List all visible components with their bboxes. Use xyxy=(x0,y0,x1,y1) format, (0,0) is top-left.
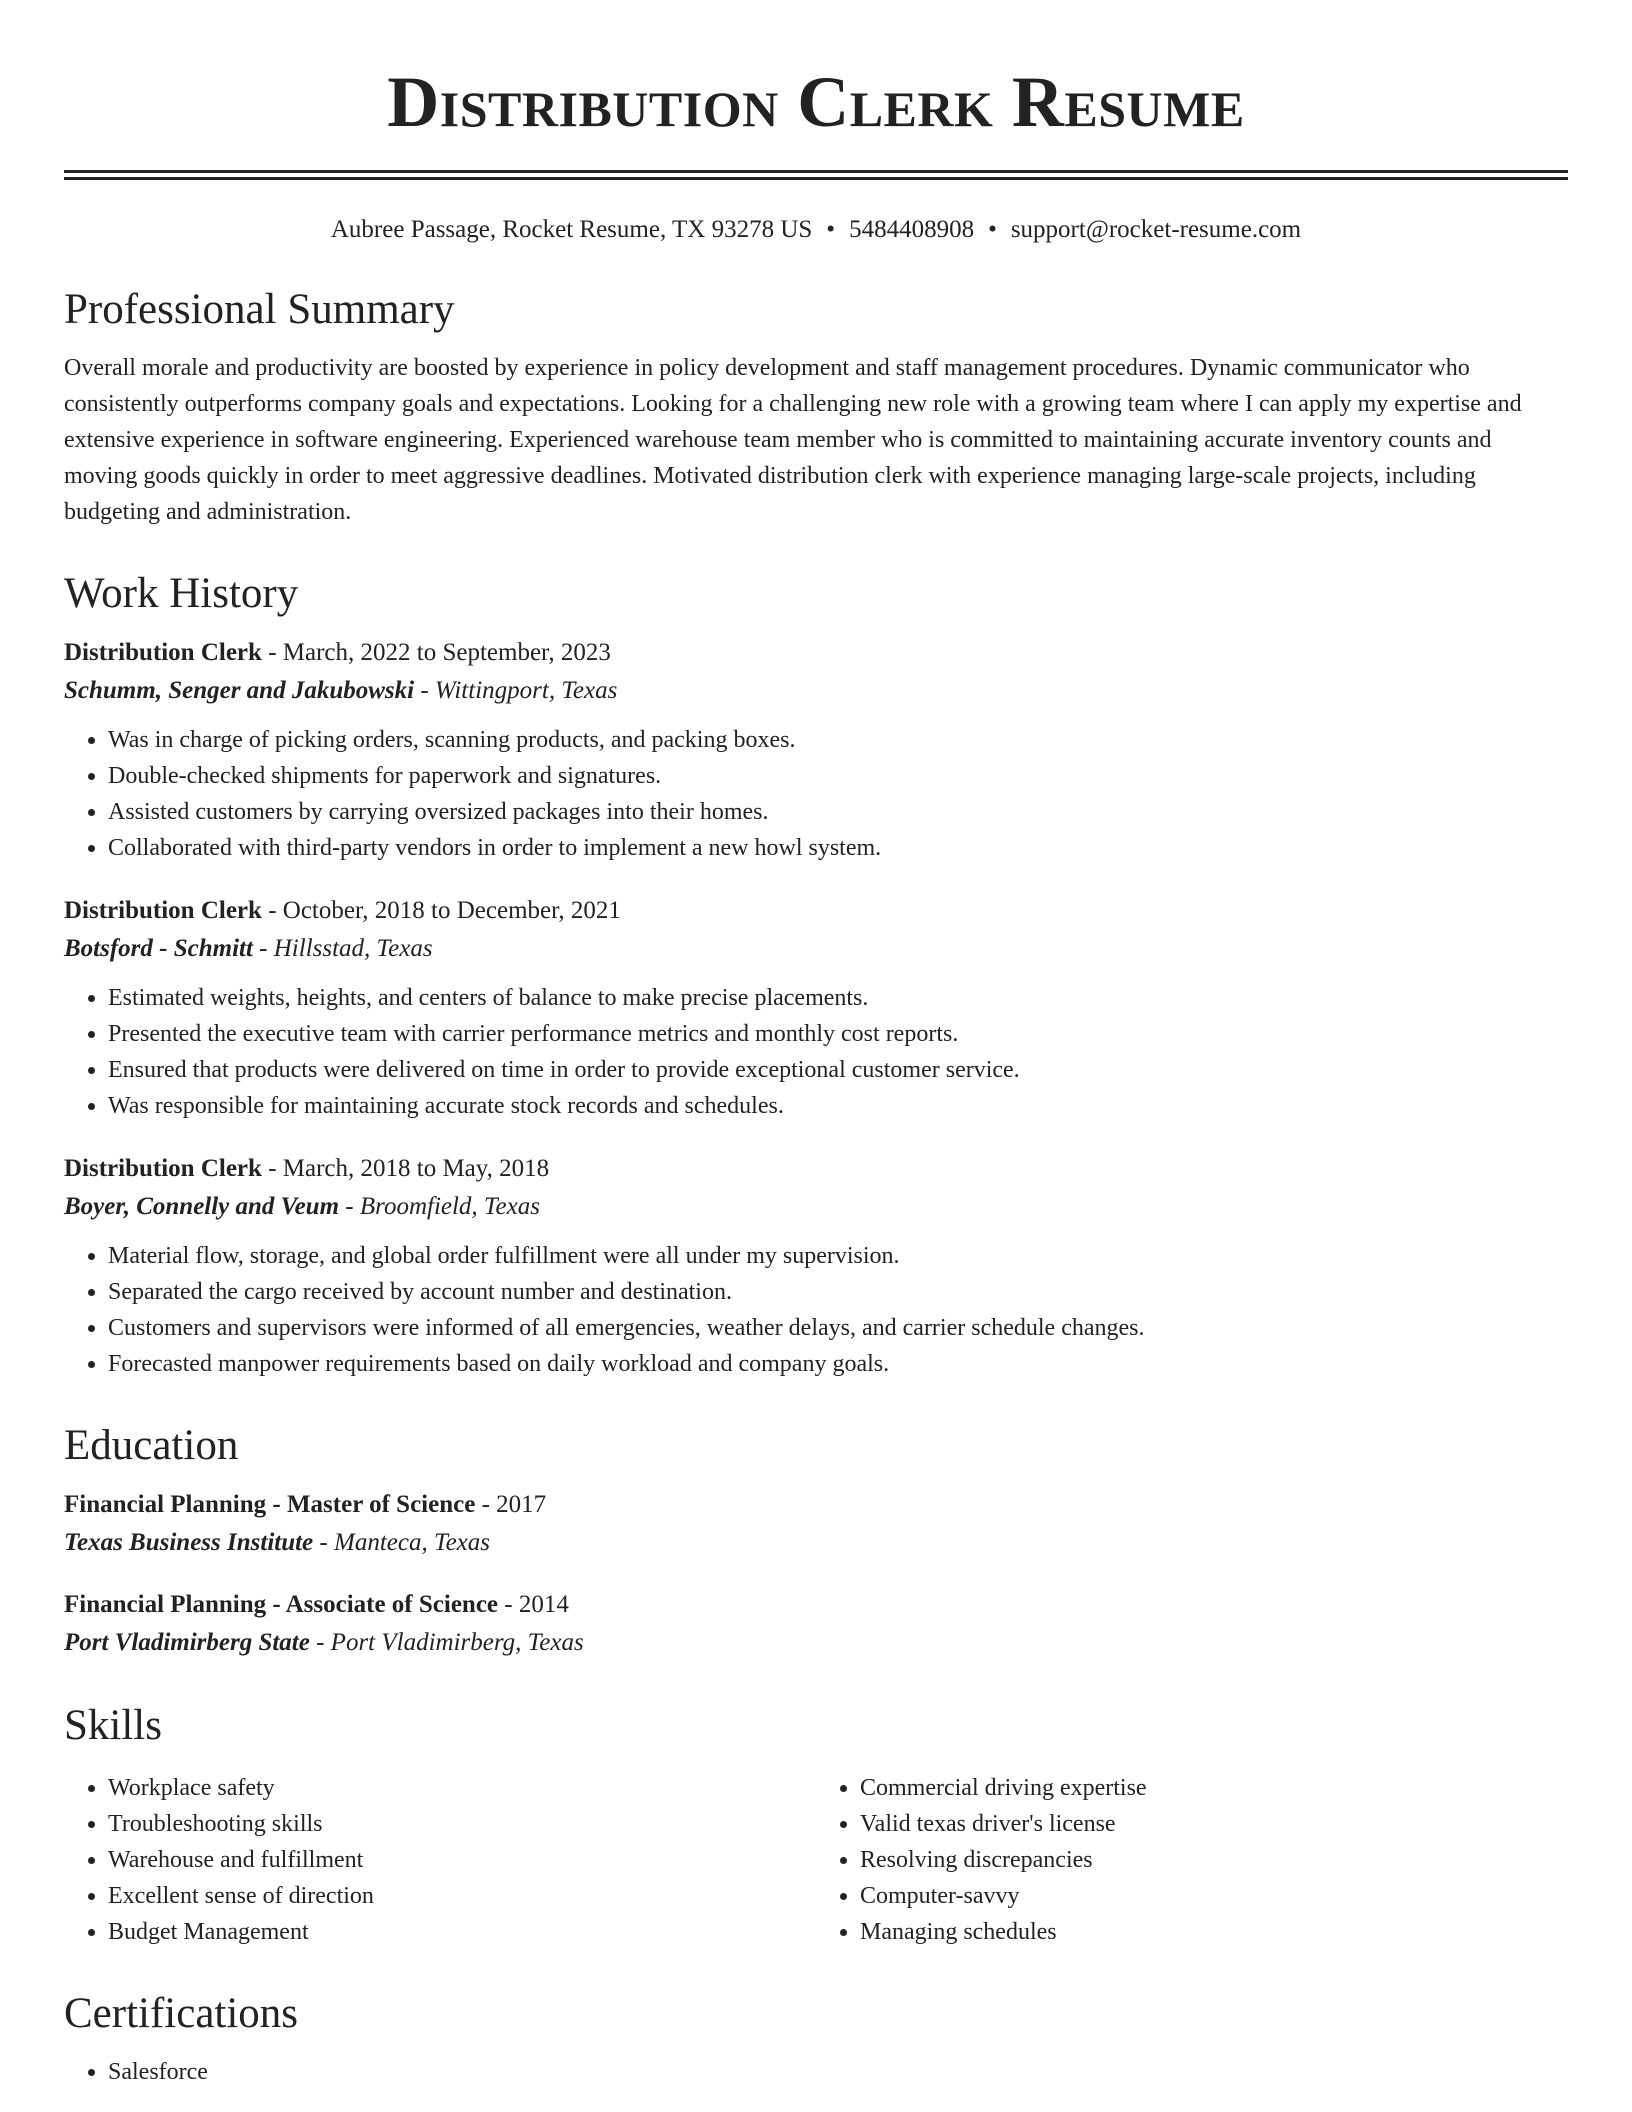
degree-line xyxy=(64,1486,1568,1524)
job-duties-list xyxy=(64,980,1568,1124)
contact-line xyxy=(64,214,1568,246)
job-duty: • Forecasted manpower requirements based on daily workload and company goals. xyxy=(108,1346,1568,1382)
skills-heading: Skills xyxy=(64,1702,162,1749)
job-duty: • Was responsible for maintaining accurate stock records and schedules. xyxy=(108,1088,1568,1124)
summary-text: Overall morale and productivity are boosted by experience in policy development and staff management procedures. Dynamic communicator who consistently outperforms company goals and expectations. Looking for a challenging new role with a growing team where I can apply my expertise and extensive experience in software engineering. Experienced warehouse team member who is committed to maintaining accurate inventory counts and moving goods quickly in order to meet aggressive deadlines. Motivated distribution clerk with experience managing large-scale projects, including budgeting and administration. xyxy=(64,355,1522,525)
job-title-line xyxy=(64,1150,1568,1188)
school-location: - Port Vladimirberg, Texas xyxy=(309,1629,584,1656)
skill-item: • Managing schedules xyxy=(860,1914,1568,1950)
contact-phone: 5484408908 xyxy=(849,216,975,243)
job-company-line xyxy=(64,672,1568,710)
skills-list-right xyxy=(816,1770,1568,1950)
job-duty: • Collaborated with third-party vendors in order to implement a new howl system. xyxy=(108,830,1568,866)
degree: Financial Planning - Associate of Science xyxy=(64,1591,499,1618)
degree: Financial Planning - Master of Science xyxy=(64,1491,476,1518)
skill-item: • Troubleshooting skills xyxy=(108,1806,816,1842)
job-entry xyxy=(64,634,1568,866)
job-location: - Hillsstad, Texas xyxy=(252,935,433,962)
job-dates: - March, 2018 to May, 2018 xyxy=(261,1155,550,1182)
job-dates: - March, 2022 to September, 2023 xyxy=(261,639,611,666)
school-line xyxy=(64,1524,1568,1562)
job-duties-list xyxy=(64,1238,1568,1382)
job-duty: • Presented the executive team with carrier performance metrics and monthly cost reports. xyxy=(108,1016,1568,1052)
job-company-line xyxy=(64,930,1568,968)
job-duty: • Was in charge of picking orders, scanning products, and packing boxes. xyxy=(108,722,1568,758)
job-title: Distribution Clerk xyxy=(64,639,262,666)
job-duty: • Separated the cargo received by account number and destination. xyxy=(108,1274,1568,1310)
certification-item: • Salesforce xyxy=(108,2054,1568,2090)
degree-line xyxy=(64,1586,1568,1624)
job-entry xyxy=(64,892,1568,1124)
job-dates: - October, 2018 to December, 2021 xyxy=(261,897,621,924)
job-duty: • Ensured that products were delivered on time in order to provide exceptional customer service. xyxy=(108,1052,1568,1088)
job-duty: • Double-checked shipments for paperwork and signatures. xyxy=(108,758,1568,794)
school-line xyxy=(64,1624,1568,1662)
skill-item: • Budget Management xyxy=(108,1914,816,1950)
title-double-rule xyxy=(64,170,1568,180)
job-location: - Broomfield, Texas xyxy=(339,1193,540,1220)
job-company: Schumm, Senger and Jakubowski xyxy=(64,677,415,704)
skill-item: • Commercial driving expertise xyxy=(860,1770,1568,1806)
graduation-year: - 2014 xyxy=(498,1591,569,1618)
certifications-heading: Certifications xyxy=(64,1990,299,2037)
skill-item: • Valid texas driver's license xyxy=(860,1806,1568,1842)
contact-email: support@rocket-resume.com xyxy=(1010,216,1302,243)
skills-columns xyxy=(64,1766,1568,1950)
contact-address: Aubree Passage, Rocket Resume, TX 93278 US xyxy=(330,216,813,243)
education-heading: Education xyxy=(64,1422,239,1469)
contact-separator: • xyxy=(826,216,836,243)
job-duty: • Customers and supervisors were informed of all emergencies, weather delays, and carrier schedule changes. xyxy=(108,1310,1568,1346)
skill-item: • Resolving discrepancies xyxy=(860,1842,1568,1878)
resume-title: Distribution Clerk Resume xyxy=(387,62,1245,142)
school: Port Vladimirberg State xyxy=(64,1629,310,1656)
skill-item: • Computer-savvy xyxy=(860,1878,1568,1914)
job-duty: • Estimated weights, heights, and centers of balance to make precise placements. xyxy=(108,980,1568,1016)
education-entry xyxy=(64,1586,1568,1662)
job-duty: • Material flow, storage, and global order fulfillment were all under my supervision. xyxy=(108,1238,1568,1274)
graduation-year: - 2017 xyxy=(475,1491,547,1518)
job-title-line xyxy=(64,892,1568,930)
skill-item: • Warehouse and fulfillment xyxy=(108,1842,816,1878)
skill-item: • Workplace safety xyxy=(108,1770,816,1806)
job-duty: • Assisted customers by carrying oversized packages into their homes. xyxy=(108,794,1568,830)
school-location: - Manteca, Texas xyxy=(313,1529,490,1556)
job-company: Botsford - Schmitt xyxy=(64,935,253,962)
skills-list-left xyxy=(64,1770,816,1950)
job-title-line xyxy=(64,634,1568,672)
job-title: Distribution Clerk xyxy=(64,897,262,924)
job-duties-list xyxy=(64,722,1568,866)
certifications-list xyxy=(64,2054,1568,2090)
skill-item: • Excellent sense of direction xyxy=(108,1878,816,1914)
job-company: Boyer, Connelly and Veum xyxy=(64,1193,340,1220)
summary-heading: Professional Summary xyxy=(64,286,455,333)
job-company-line xyxy=(64,1188,1568,1226)
job-title: Distribution Clerk xyxy=(64,1155,262,1182)
education-entry xyxy=(64,1486,1568,1562)
contact-separator: • xyxy=(988,216,997,243)
school: Texas Business Institute xyxy=(64,1529,314,1556)
job-location: - Wittingport, Texas xyxy=(414,677,618,704)
work-history-heading: Work History xyxy=(64,570,299,617)
resume-page xyxy=(64,0,1568,2090)
job-entry xyxy=(64,1150,1568,1382)
